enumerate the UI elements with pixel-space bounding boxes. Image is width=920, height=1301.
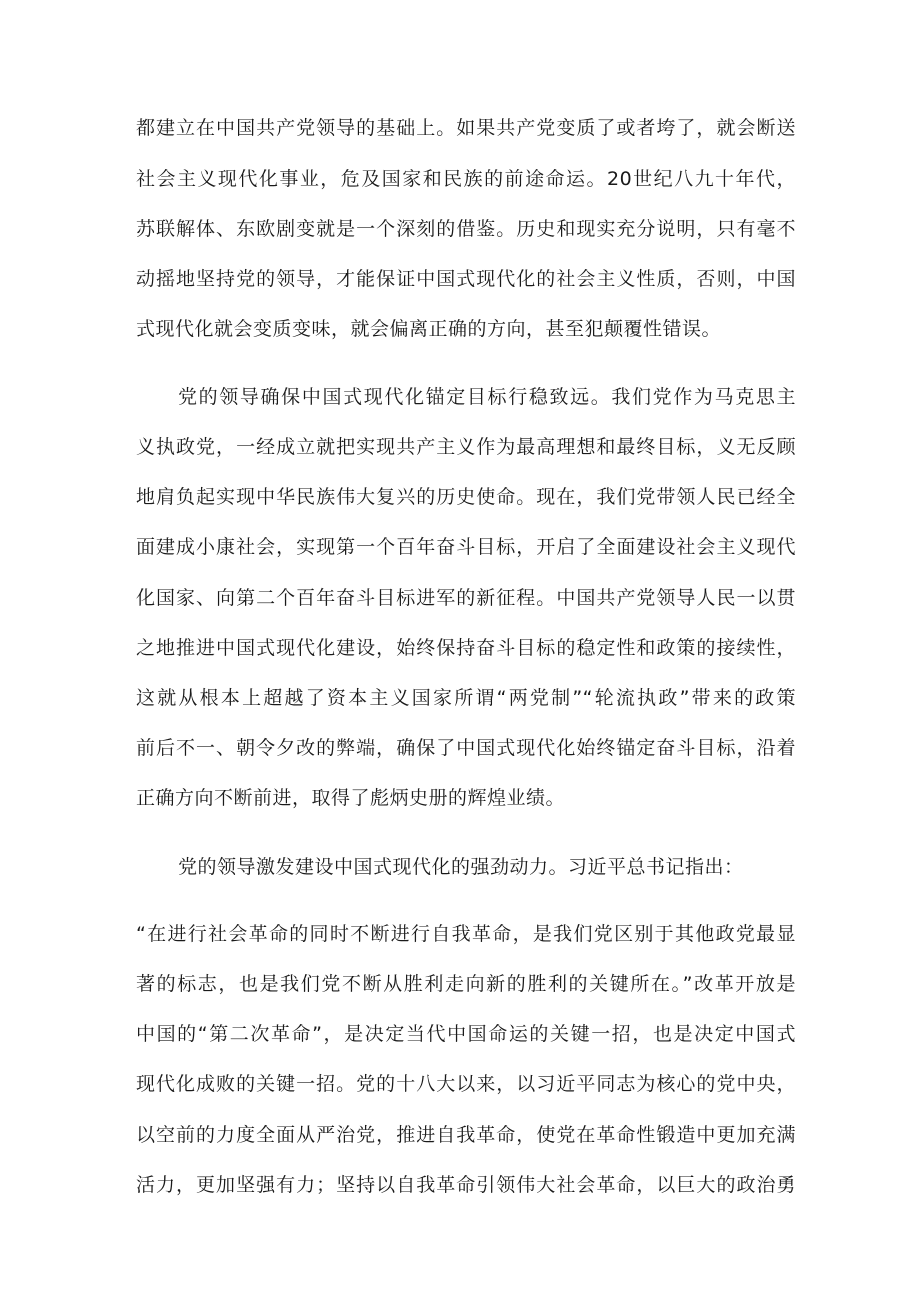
paragraph-2-line-9: 正确方向不断前进，取得了彪炳史册的辉煌业绩。 <box>136 787 566 809</box>
paragraph-2-line-8: 前后不一、朝令夕改的弊端，确保了中国式现代化始终锚定奋斗目标，沿着 <box>136 737 796 759</box>
paragraph-4-line-4: 现代化成败的关键一招。党的十八大以来，以习近平同志为核心的党中央， <box>136 1073 796 1095</box>
paragraph-4-line-6: 活力，更加坚强有力；坚持以自我革命引领伟大社会革命，以巨大的政治勇 <box>136 1174 796 1196</box>
paragraph-4-line-1: “在进行社会革命的同时不断进行自我革命，是我们党区别于其他政党最显 <box>136 923 796 945</box>
paragraph-1-line-1: 都建立在中国共产党领导的基础上。如果共产党变质了或者垮了，就会断送 <box>136 117 796 139</box>
paragraph-4-line-3: 中国的“第二次革命”，是决定当代中国命运的关键一招，也是决定中国式 <box>136 1023 796 1045</box>
paragraph-2-line-6: 之地推进中国式现代化建设，始终保持奋斗目标的稳定性和政策的接续性， <box>136 637 796 659</box>
paragraph-2-line-7: 这就从根本上超越了资本主义国家所谓“两党制”“轮流执政”带来的政策 <box>136 687 796 709</box>
paragraph-1-line-5: 式现代化就会变质变味，就会偏离正确的方向，甚至犯颠覆性错误。 <box>136 318 722 340</box>
paragraph-2-line-4: 面建成小康社会，实现第一个百年奋斗目标，开启了全面建设社会主义现代 <box>136 536 796 558</box>
paragraph-2-line-3: 地肩负起实现中华民族伟大复兴的历史使命。现在，我们党带领人民已经全 <box>136 486 796 508</box>
paragraph-2-line-5: 化国家、向第二个百年奋斗目标进军的新征程。中国共产党领导人民一以贯 <box>136 587 796 609</box>
paragraph-4-line-2: 著的标志，也是我们党不断从胜利走向新的胜利的关键所在。”改革开放是 <box>136 973 796 995</box>
paragraph-1-line-3: 苏联解体、东欧剧变就是一个深刻的借鉴。历史和现实充分说明，只有毫不 <box>136 218 796 240</box>
paragraph-1-line-2: 社会主义现代化事业，危及国家和民族的前途命运。20世纪八九十年代， <box>136 168 796 190</box>
paragraph-2-line-2: 义执政党，一经成立就把实现共产主义作为最高理想和最终目标，义无反顾 <box>136 436 796 458</box>
paragraph-1-line-4: 动摇地坚持党的领导，才能保证中国式现代化的社会主义性质，否则，中国 <box>136 268 796 290</box>
paragraph-3-line-1: 党的领导激发建设中国式现代化的强劲动力。习近平总书记指出： <box>178 856 744 878</box>
paragraph-4-line-5: 以空前的力度全面从严治党，推进自我革命，使党在革命性锻造中更加充满 <box>136 1124 796 1146</box>
paragraph-2-line-1: 党的领导确保中国式现代化锚定目标行稳致远。我们党作为马克思主 <box>178 386 796 408</box>
